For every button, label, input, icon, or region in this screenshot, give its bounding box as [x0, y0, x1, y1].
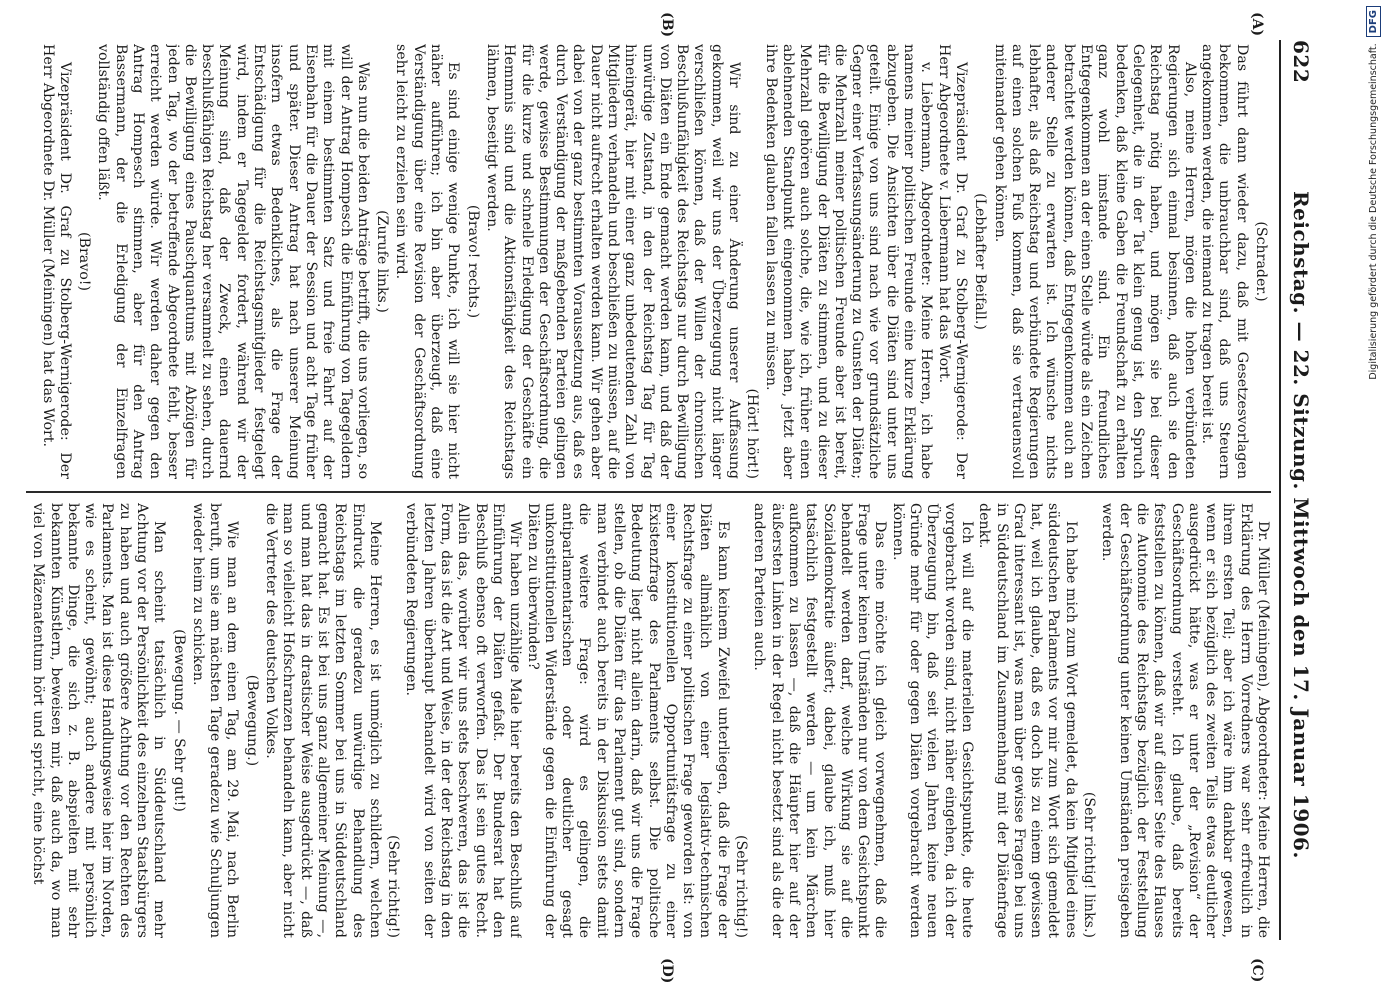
- funding-credit: Digitalisierung gefördert durch die Deutsche Forschungsgemeinschaft.: [1367, 43, 1379, 380]
- paragraph: v. Liebermann, Abgeordneter: Meine Herren, ich habe namens meiner politischen Freunde eine kurze Erklärung abzugeben. Die Ansichten über die Diäten sind unter uns geteilt. Einige von uns sind nach wie vor grundsätzliche Gegner einer Verfassungsänderung zu Gunsten der Diäten; die Mehrzahl meiner politischen Freunde aber ist bereit, für die Bewilligung der Diäten zu stimmen, und zu dieser Mehrzahl gehören auch solche, die, wie ich, früher einen ablehnenden Standpunkt eingenommen haben, jetzt aber ihre Bedenken glauben fallen lassen zu müssen.: [762, 44, 935, 479]
- margin-mark-d: (D): [659, 958, 675, 984]
- footer-text: [1360, 0, 1383, 1000]
- margin-mark-c: (C): [1249, 958, 1265, 983]
- running-title: Reichstag. — 22. Sitzung. Mittwoch den 17. Januar 1906.: [1289, 191, 1313, 859]
- paragraph: Vizepräsident Dr. Graf zu Stolberg-Wernigerode: Der Herr Abgeordnete v. Liebermann hat das Wort.: [935, 44, 969, 479]
- speaker-tag: (Schrader.): [1253, 221, 1269, 302]
- paragraph: Man scheint tatsächlich in Süddeutschland mehr Achtung vor der Persönlichkeit des einzelnen Staatsbürgers zu haben und auch größere Achtung vor den Rechten des Parlaments. Man ist diese Handlungsweise hier im Norden, wie es scheint, gewöhnt; auch andere mit persönlich bekannte Dinge, die sich z. B. abspielten mit sehr bekannten Künstlern, beweisen mir, daß auch da, wo man viel von Mäzenatentum hört und spricht, eine höchst: [30, 503, 168, 938]
- interjection: (Sehr richtig! links.): [1081, 791, 1098, 938]
- margin-mark-b: (B): [659, 12, 675, 38]
- paragraph: Vizepräsident Dr. Graf zu Stolberg-Wernigerode: Der Herr Abgeordnete Dr. Müller (Meiningen) hat das Wort.: [39, 44, 73, 479]
- paragraph: Was nun die beiden Anträge betrifft, die uns vorliegen, so will der Antrag Hompesch die Einführung von Tagegeldern mit einem bestimmten Satz und freie Fahrt auf der Eisenbahn für die Dauer der Session und acht Tage früher und später. Dieser Antrag hat nach unserer Meinung insofern etwas Bedenkliches, als die Frage der Entschädigung für die Reichstagsmitglieder festgelegt wird, indem er Tagegelder fordert, während wir der Meinung sind, daß der Zweck, einen dauernd beschlußfähigen Reichstag her versammelt zu sehen, durch die Bewilligung eines Pauschquantums mit Abzügen für jeden Tag, wo der betreffende Abgeordnete fehlt, besser erreicht werden würde. Wir werden daher gegen den Antrag Hompesch stimmen, aber für den Antrag Bassermann, der die Erledigung der Einzelfragen vollständig offen läßt.: [95, 44, 371, 479]
- digitization-footer: [1357, 0, 1383, 1000]
- interjection: (Bravo!): [76, 232, 93, 291]
- interjection: (Lebhafter Beifall.): [972, 193, 989, 330]
- paragraph: Es kann keinem Zweifel unterliegen, daß die Frage der Diäten allmählich von einer legislativ-technischen Rechtsfrage zu einer politischen Frage geworden ist: von einer konstitutionellen Opportunitätsfrage zu einer Existenzfrage des Parlaments selbst. Die politische Bedeutung liegt nicht allein darin, daß wir uns die Frage stellen, ob die Diäten für das Parlament gut sind, sondern man verbindet auch bereits in der Diskussion stets damit die weitere Frage: wird es gelingen, die antiparlamentarischen oder deutlicher gesagt unkonstitutionellen Widerstände gegen die Einführung der Diäten zu überwinden?: [524, 503, 731, 938]
- interjection: (Sehr richtig!): [385, 834, 402, 938]
- paragraph: Wie man an dem einen Tag, am 29. Mai, nach Berlin beruft, um sie am nächsten Tage geradezu wie Schuljungen wieder heim zu schicken.: [189, 503, 241, 938]
- interjection: (Bravo! rechts.): [464, 204, 481, 319]
- paragraph: Ich habe mich zum Wort gemeldet, da kein Mitglied eines süddeutschen Parlaments vor mir zum Wort sich gemeldet hat, weil ich glaube, daß es doch bis zu einem gewissen Grad interessant ist, was man über gewisse Fragen bei uns in Süddeutschland im Zusammenhang mit der Diätenfrage denkt.: [976, 503, 1079, 938]
- interjection: (Hört! hört!): [744, 388, 761, 479]
- paragraph: Ich will auf die materiellen Gesichtspunkte, die heute vorgebracht worden sind, nicht näher eingehen, da ich der Überzeugung bin, daß seit vielen Jahren keine neuen Gründe mehr für oder gegen Diäten vorgebracht werden können.: [889, 503, 975, 938]
- right-column: [26, 503, 1271, 938]
- interjection: (Zurufe links.): [374, 210, 391, 313]
- paragraph: Meine Herren, es ist unmöglich zu schildern, welchen Eindruck die geradezu unwürdige Behandlung des Reichstags im letzten Sommer bei uns in Süddeutschland gemacht hat. Es ist bei uns ganz allgemeiner Meinung —, und man hat das in drastischer Weise ausgedrückt —, daß man so vielleicht Hofschranzen behandeln kann, aber nicht die Vertreter des deutschen Volkes.: [263, 503, 383, 938]
- interjection: (Sehr richtig!): [733, 834, 750, 938]
- paragraph: Es sind einige wenige Punkte, ich will sie hier nicht näher aufführen; ich bin aber überzeugt, daß eine Verständigung über eine Revision der Geschäftsordnung sehr leicht zu erzielen sein wird.: [393, 44, 462, 479]
- paragraph: Dr. Müller (Meiningen), Abgeordneter: Meine Herren, die Erklärung des Herrn Vorredners war sehr erfreulich in ihrem ersten Teil; aber ich wäre ihm dankbar gewesen, wenn er sich bezüglich des zweiten Teils etwas deutlicher ausgedrückt hätte, was er unter der „Revision“ der Geschäftsordnung versteht. Ich glaube, daß bereits feststellen zu können, daß wir auf dieser Seite des Hauses die Autonomie des Reichstags bezüglich der Feststellung der Geschäftsordnung unter keinen Umständen preisgeben werden.: [1099, 503, 1271, 938]
- paragraph: Wir sind zu einer Änderung unserer Auffassung gekommen, weil wir uns der Überzeugung nicht länger verschließen können, daß der Willen der chronischen Beschlußunfähigkeit des Reichstags nur durch Bewilligung von Diäten ein Ende gemacht werden kann, und daß der unwürdige Zustand, in den der Reichstag Tag für Tag hineingerät, hier mit einer ganz unbedeutenden Zahl von Mitgliedern verhandeln und beschließen zu müssen, auf die Dauer nicht aufrecht erhalten werden kann. Wir gehen aber dabei von der ganz bestimmten Voraussetzung aus, daß es durch Verständigung der maßgebenden Parteien gelingen werde, gewisse Bestimmungen der Geschäftsordnung, die für die kurze und schnelle Erledigung der Geschäfte ein Hemmnis sind und die Aktionsfähigkeit des Reichstags lähmen, beseitigt werden.: [483, 44, 743, 479]
- margin-mark-a: (A): [1249, 12, 1265, 37]
- column-rule: [26, 491, 1271, 493]
- paragraph: Das führt dann wieder dazu, daß mit Gesetzesvorlagen bekommen, die unbrauchbar sind, daß uns Steuern angekommen werden, die niemand zu tragen bereit ist.: [1199, 44, 1250, 479]
- interjection: (Bewegung. — Sehr gut!): [170, 629, 187, 812]
- paragraph: Also, meine Herren, mögen die hohen verbündeten Regierungen sich einmal besinnen, daß auch sie den Reichstag nötig haben, und mögen sie bei dieser Gelegenheit, die in der Tat klein genug ist, den Spruch bedenken, daß kleine Gaben die Freundschaft zu erhalten ganz wohl imstande sind. Ein freundliches Entgegenkommen an der einen Stelle würde als ein Zeichen betrachtet werden können, daß Entgegenkommen auch an anderer Stelle zu erwarten ist. Ich wünsche nichts lebhafter, als daß Reichstag und verbündete Regierungen auf einen solchen Fuß kommen, daß sie vertrauensvoll miteinander gehen können.: [991, 44, 1198, 479]
- interjection: (Bewegung.): [243, 674, 260, 767]
- page-number: 622: [1289, 40, 1313, 84]
- paragraph: Das eine möchte ich gleich vorwegnehmen, daß die Frage unter keinen Umständen nur von dem Gesichtspunkt behandelt werden darf, welche Wirkung sie auf die Sozialdemokratie äußert; dabei, glaube ich, muß hier tatsächlich festgestellt werden — um kein Märchen aufkommen zu lassen —, daß die Häupter hier auf der äußersten Linken in der Regel nicht besetzt sind als die der anderen Parteien auch.: [751, 503, 889, 938]
- page-header: [1279, 40, 1321, 940]
- paragraph: Wir haben unzählige Male hier bereits den Beschluß auf Einführung der Diäten gefaßt. Der Bundesrat hat den Beschluß ebenso oft verworfen. Das ist sein gutes Recht. Allein das, worüber wir uns stets beschweren, das ist die Form, das ist die Art und Weise, in der der Reichstag in den letzten Jahren überhaupt behandelt wird von seiten der verbündeten Regierungen.: [403, 503, 524, 938]
- dfg-logo: DFG: [1366, 6, 1381, 37]
- left-column: [26, 44, 1271, 479]
